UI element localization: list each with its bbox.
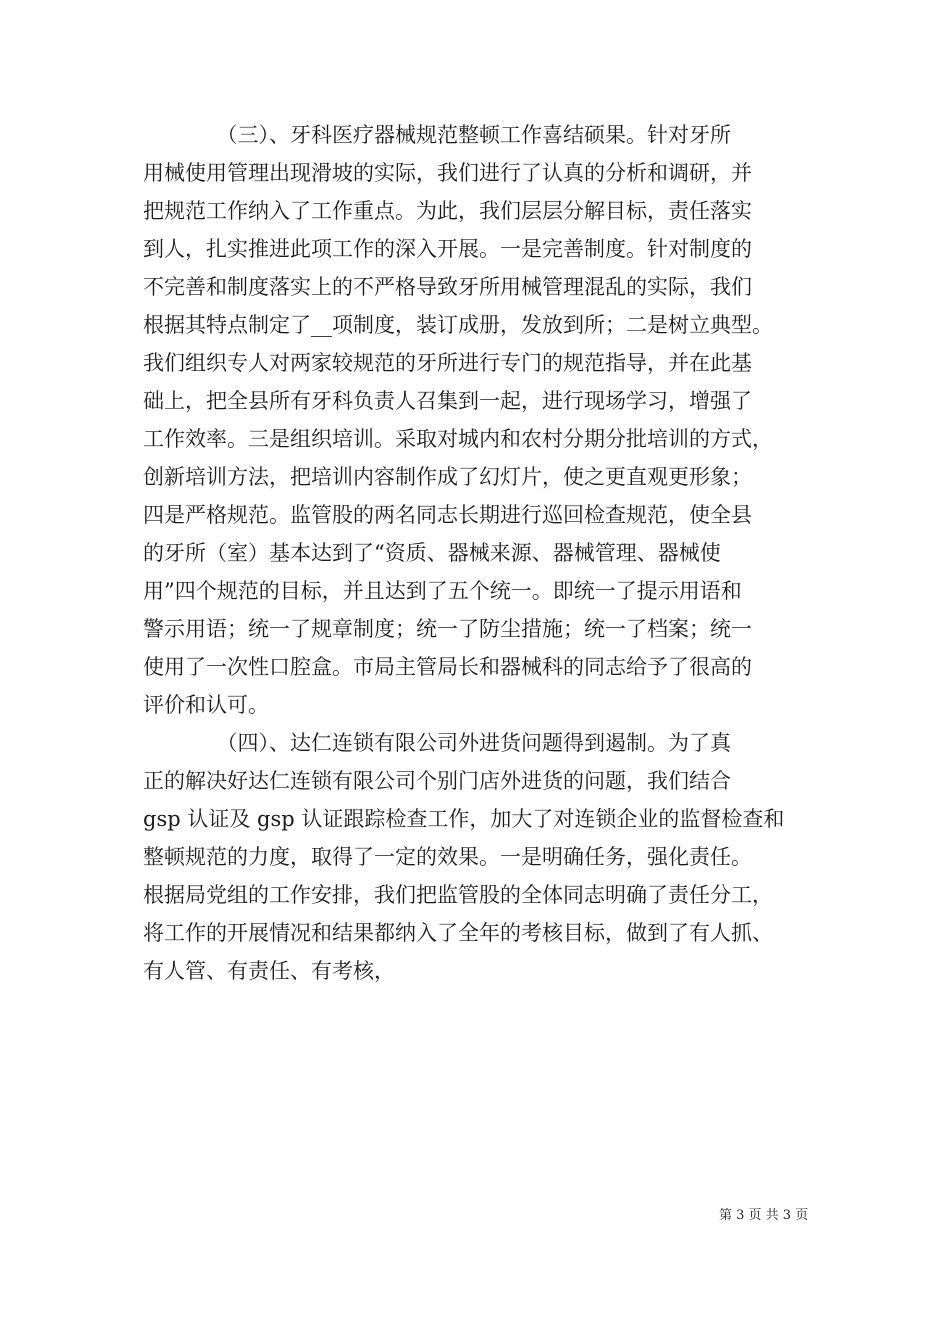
page-footer: 第 3 页 共 3 页 [719, 1208, 809, 1223]
text-line: 础上，把全县所有牙科负责人召集到一起，进行现场学习，增强了 [143, 389, 752, 413]
text-line: 到人，扎实推进此项工作的深入开展。一是完善制度。针对制度的 [143, 237, 752, 261]
text-line: 的牙所（室）基本达到了“资质、器械来源、器械管理、器械使 [143, 541, 721, 565]
text-line: 不完善和制度落实上的不严格导致牙所用械管理混乱的实际，我们 [143, 275, 752, 299]
text-line: gsp 认证及 gsp 认证跟踪检查工作，加大了对连锁企业的监督检查和 [143, 807, 785, 831]
text-line: 创新培训方法，把培训内容制作成了幻灯片，使之更直观更形象； [143, 465, 752, 489]
text-line: 工作效率。三是组织培训。采取对城内和农村分期分批培训的方式， [143, 427, 773, 451]
body-text [143, 116, 815, 990]
text-line: 把规范工作纳入了工作重点。为此，我们层层分解目标，责任落实 [143, 199, 752, 223]
paragraph-2 [143, 724, 815, 990]
text-line: 有人管、有责任、有考核， [143, 959, 395, 983]
text-line: 根据局党组的工作安排，我们把监管股的全体同志明确了责任分工， [143, 883, 773, 907]
text-line: （三）、牙科医疗器械规范整顿工作喜结硕果。针对牙所 [143, 123, 731, 147]
text-line: 用”四个规范的目标，并且达到了五个统一。即统一了提示用语和 [143, 579, 742, 603]
text-line: 将工作的开展情况和结果都纳入了全年的考核目标，做到了有人抓、 [143, 921, 773, 945]
text-line: 根据其特点制定了__项制度，装订成册，发放到所；二是树立典型。 [143, 313, 773, 337]
text-line: 警示用语；统一了规章制度；统一了防尘措施；统一了档案；统一 [143, 617, 752, 641]
text-line: 用械使用管理出现滑坡的实际，我们进行了认真的分析和调研，并 [143, 161, 752, 185]
paragraph-1 [143, 116, 815, 724]
text-line: （四）、达仁连锁有限公司外进货问题得到遏制。为了真 [143, 731, 731, 755]
text-line: 四是严格规范。监管股的两名同志长期进行巡回检查规范，使全县 [143, 503, 752, 527]
text-line: 评价和认可。 [143, 693, 269, 717]
text-line: 使用了一次性口腔盒。市局主管局长和器械科的同志给予了很高的 [143, 655, 752, 679]
text-line: 正的解决好达仁连锁有限公司个别门店外进货的问题，我们结合 [143, 769, 731, 793]
text-line: 整顿规范的力度，取得了一定的效果。一是明确任务，强化责任。 [143, 845, 752, 869]
text-line: 我们组织专人对两家较规范的牙所进行专门的规范指导，并在此基 [143, 351, 752, 375]
